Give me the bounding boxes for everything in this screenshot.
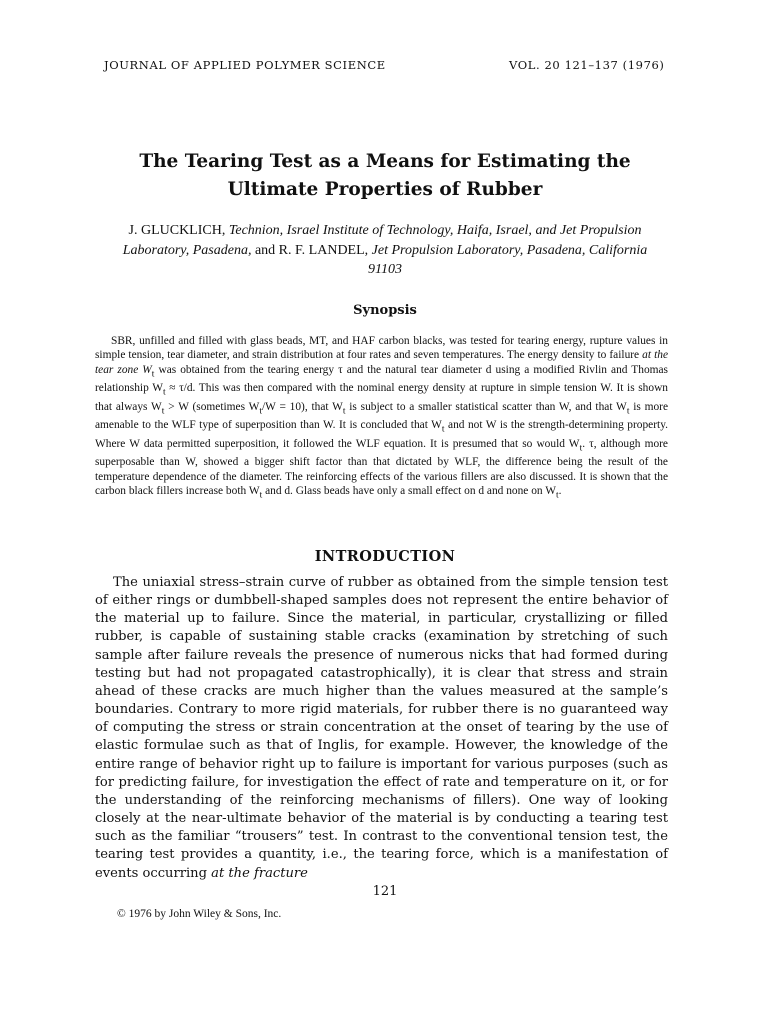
page-number: 121 [372, 884, 398, 899]
introduction-heading: INTRODUCTION [314, 548, 456, 565]
author-1: J. GLUCKLICH, [128, 223, 226, 238]
introduction-text: The uniaxial stress–strain curve of rubber as obtained from the simple tension test of either rings or dumbbell-shaped samples does not represent the entire behavior of the material up to failure. Since the material, in particular, crystallizing or filled rubber, is capable of sustaining stable cracks (examination by stretching of such sample after failure reveals the presence of numerous nicks that had formed during testing but had not propagated catastrophically), it is clear that stress and strain ahead of these cracks are much higher than the values measured at the sample’s boundaries. Contrary to more rigid materials, for rubber there is no guaranteed way of computing the stress or strain concentration at the onset of tearing by the use of elastic formulae such as that of Inglis, for example. However, the knowledge of the entire range of behavior right up to failure is important for various purposes (such as for predicting failure, for investigation the effect of rate and temperature on it, or for the understanding of the reinforcing mechanisms of fillers). One way of looking closely at the near-ultimate behavior of the material is by conducting a tearing test such as the familiar “trousers” test. In contrast to the conventional tension test, the tearing test provides a quantity, i.e., the tearing force, which is a manifestation of events occurring at the fracture [95, 575, 668, 881]
author-conjunction: and [254, 242, 276, 258]
article-title [110, 148, 660, 204]
affiliation-1: Technion, Israel Institute of Technology, Haifa, Israel, [228, 223, 532, 238]
journal-name: JOURNAL OF APPLIED POLYMER SCIENCE [104, 58, 386, 72]
author-2: R. F. LANDEL, [278, 242, 369, 258]
title-line-2: Ultimate Properties of Rubber [227, 179, 543, 200]
title-line-1: The Tearing Test as a Means for Estimating the [139, 151, 631, 172]
author-block [110, 221, 660, 280]
copyright-notice: © 1976 by John Wiley & Sons, Inc. [117, 908, 282, 920]
affiliation-3: Jet Propulsion Laboratory, Pasadena, California 91103 [368, 242, 648, 277]
volume-info: VOL. 20 121–137 (1976) [509, 58, 665, 72]
affiliation-2: and Jet Propulsion Laboratory, Pasadena, [122, 223, 642, 258]
synopsis-heading: Synopsis [353, 303, 417, 318]
synopsis-text: SBR, unfilled and filled with glass beads, MT, and HAF carbon blacks, was tested for tearing energy, rupture values in simple tension, tear diameter, and strain distribution at four rates and seven temperatures. The energy density to failure at the tear zone $W_t$ was obtained from the tearing energy τ and the natural tear diameter d using a modified Rivlin and Thomas relationship $W_t \approx \tau/d$. This was then compared with the nominal energy density at rupture in simple tension W. It is shown that always $W_t > W$ (sometimes $W_t/W = 10$), that $W_t$ is subject to a smaller statistical scatter than W, and that $W_t$ is more amenable to the WLF type of superposition than W. It is concluded that $W_t$ and not W is the strength-determining property. Where W data permitted superposition, it followed the WLF equation. It is presumed that so would $W_t$. τ, although more superposable than W, showed a bigger shift factor than that dictated by WLF, the difference being the result of the temperature dependence of the diameter. The reinforcing effects of the various fillers are also discussed. It is shown that the carbon black fillers increase both $W_t$ and d. Glass beads have only a small effect on d and none on $W_t$. [95, 335, 668, 501]
